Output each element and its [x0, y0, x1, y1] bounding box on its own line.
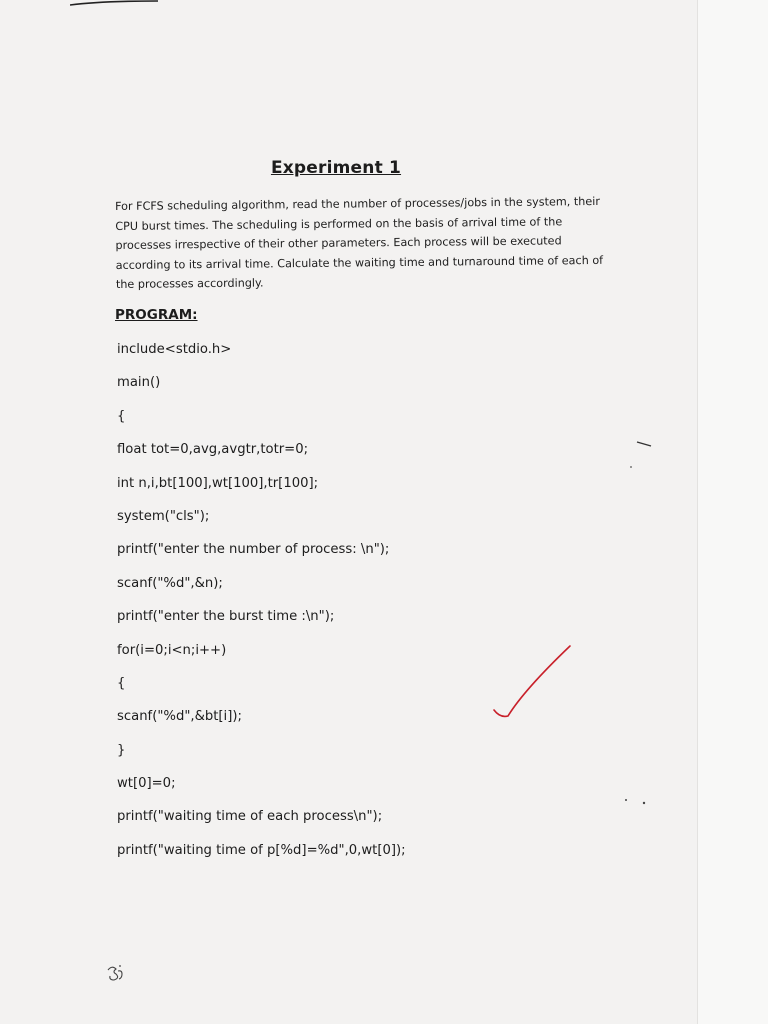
code-line: wt[0]=0; — [117, 776, 176, 792]
program-heading: PROGRAM: — [115, 307, 198, 323]
stray-dots-icon — [620, 795, 650, 807]
code-line: include<stdio.h> — [117, 342, 232, 357]
intro-paragraph — [115, 192, 604, 295]
red-check-mark-icon — [490, 640, 576, 726]
code-line: float tot=0,avg,avgtr,totr=0; — [117, 442, 309, 458]
page-title: Experiment 1 — [270, 158, 402, 178]
om-symbol-icon — [104, 962, 126, 984]
code-line: scanf("%d",&bt[i]); — [117, 709, 242, 725]
code-line: } — [117, 742, 126, 758]
intro-line: CPU burst times. The scheduling is performed on the basis of arrival time of the — [115, 214, 563, 233]
code-line: printf("enter the number of process: \n"); — [117, 542, 390, 558]
intro-line: For FCFS scheduling algorithm, read the number of processes/jobs in the system, their — [115, 194, 600, 213]
intro-line: according to its arrival time. Calculate the waiting time and turnaround time of each of — [115, 253, 604, 272]
code-line: scanf("%d",&n); — [117, 575, 223, 591]
code-line: printf("waiting time of p[%d]=%d",0,wt[0]); — [117, 842, 406, 858]
code-line: main() — [117, 375, 161, 391]
code-line: printf("waiting time of each process\n"); — [117, 809, 383, 825]
top-pen-stroke — [70, 0, 160, 6]
code-line: printf("enter the burst time :\n"); — [117, 609, 335, 625]
code-line: { — [117, 675, 126, 691]
code-line: int n,i,bt[100],wt[100],tr[100]; — [117, 475, 319, 491]
code-line: system("cls"); — [117, 508, 210, 524]
code-line: for(i=0;i<n;i++) — [117, 642, 227, 658]
intro-line: the processes accordingly. — [115, 276, 264, 292]
code-listing — [117, 339, 557, 873]
code-line: { — [117, 408, 126, 424]
page-edge-shadow — [697, 0, 768, 1024]
intro-line: processes irrespective of their other parameters. Each process will be executed — [115, 234, 562, 253]
stray-dot-icon — [626, 460, 636, 474]
stray-pen-mark-icon — [636, 440, 654, 450]
